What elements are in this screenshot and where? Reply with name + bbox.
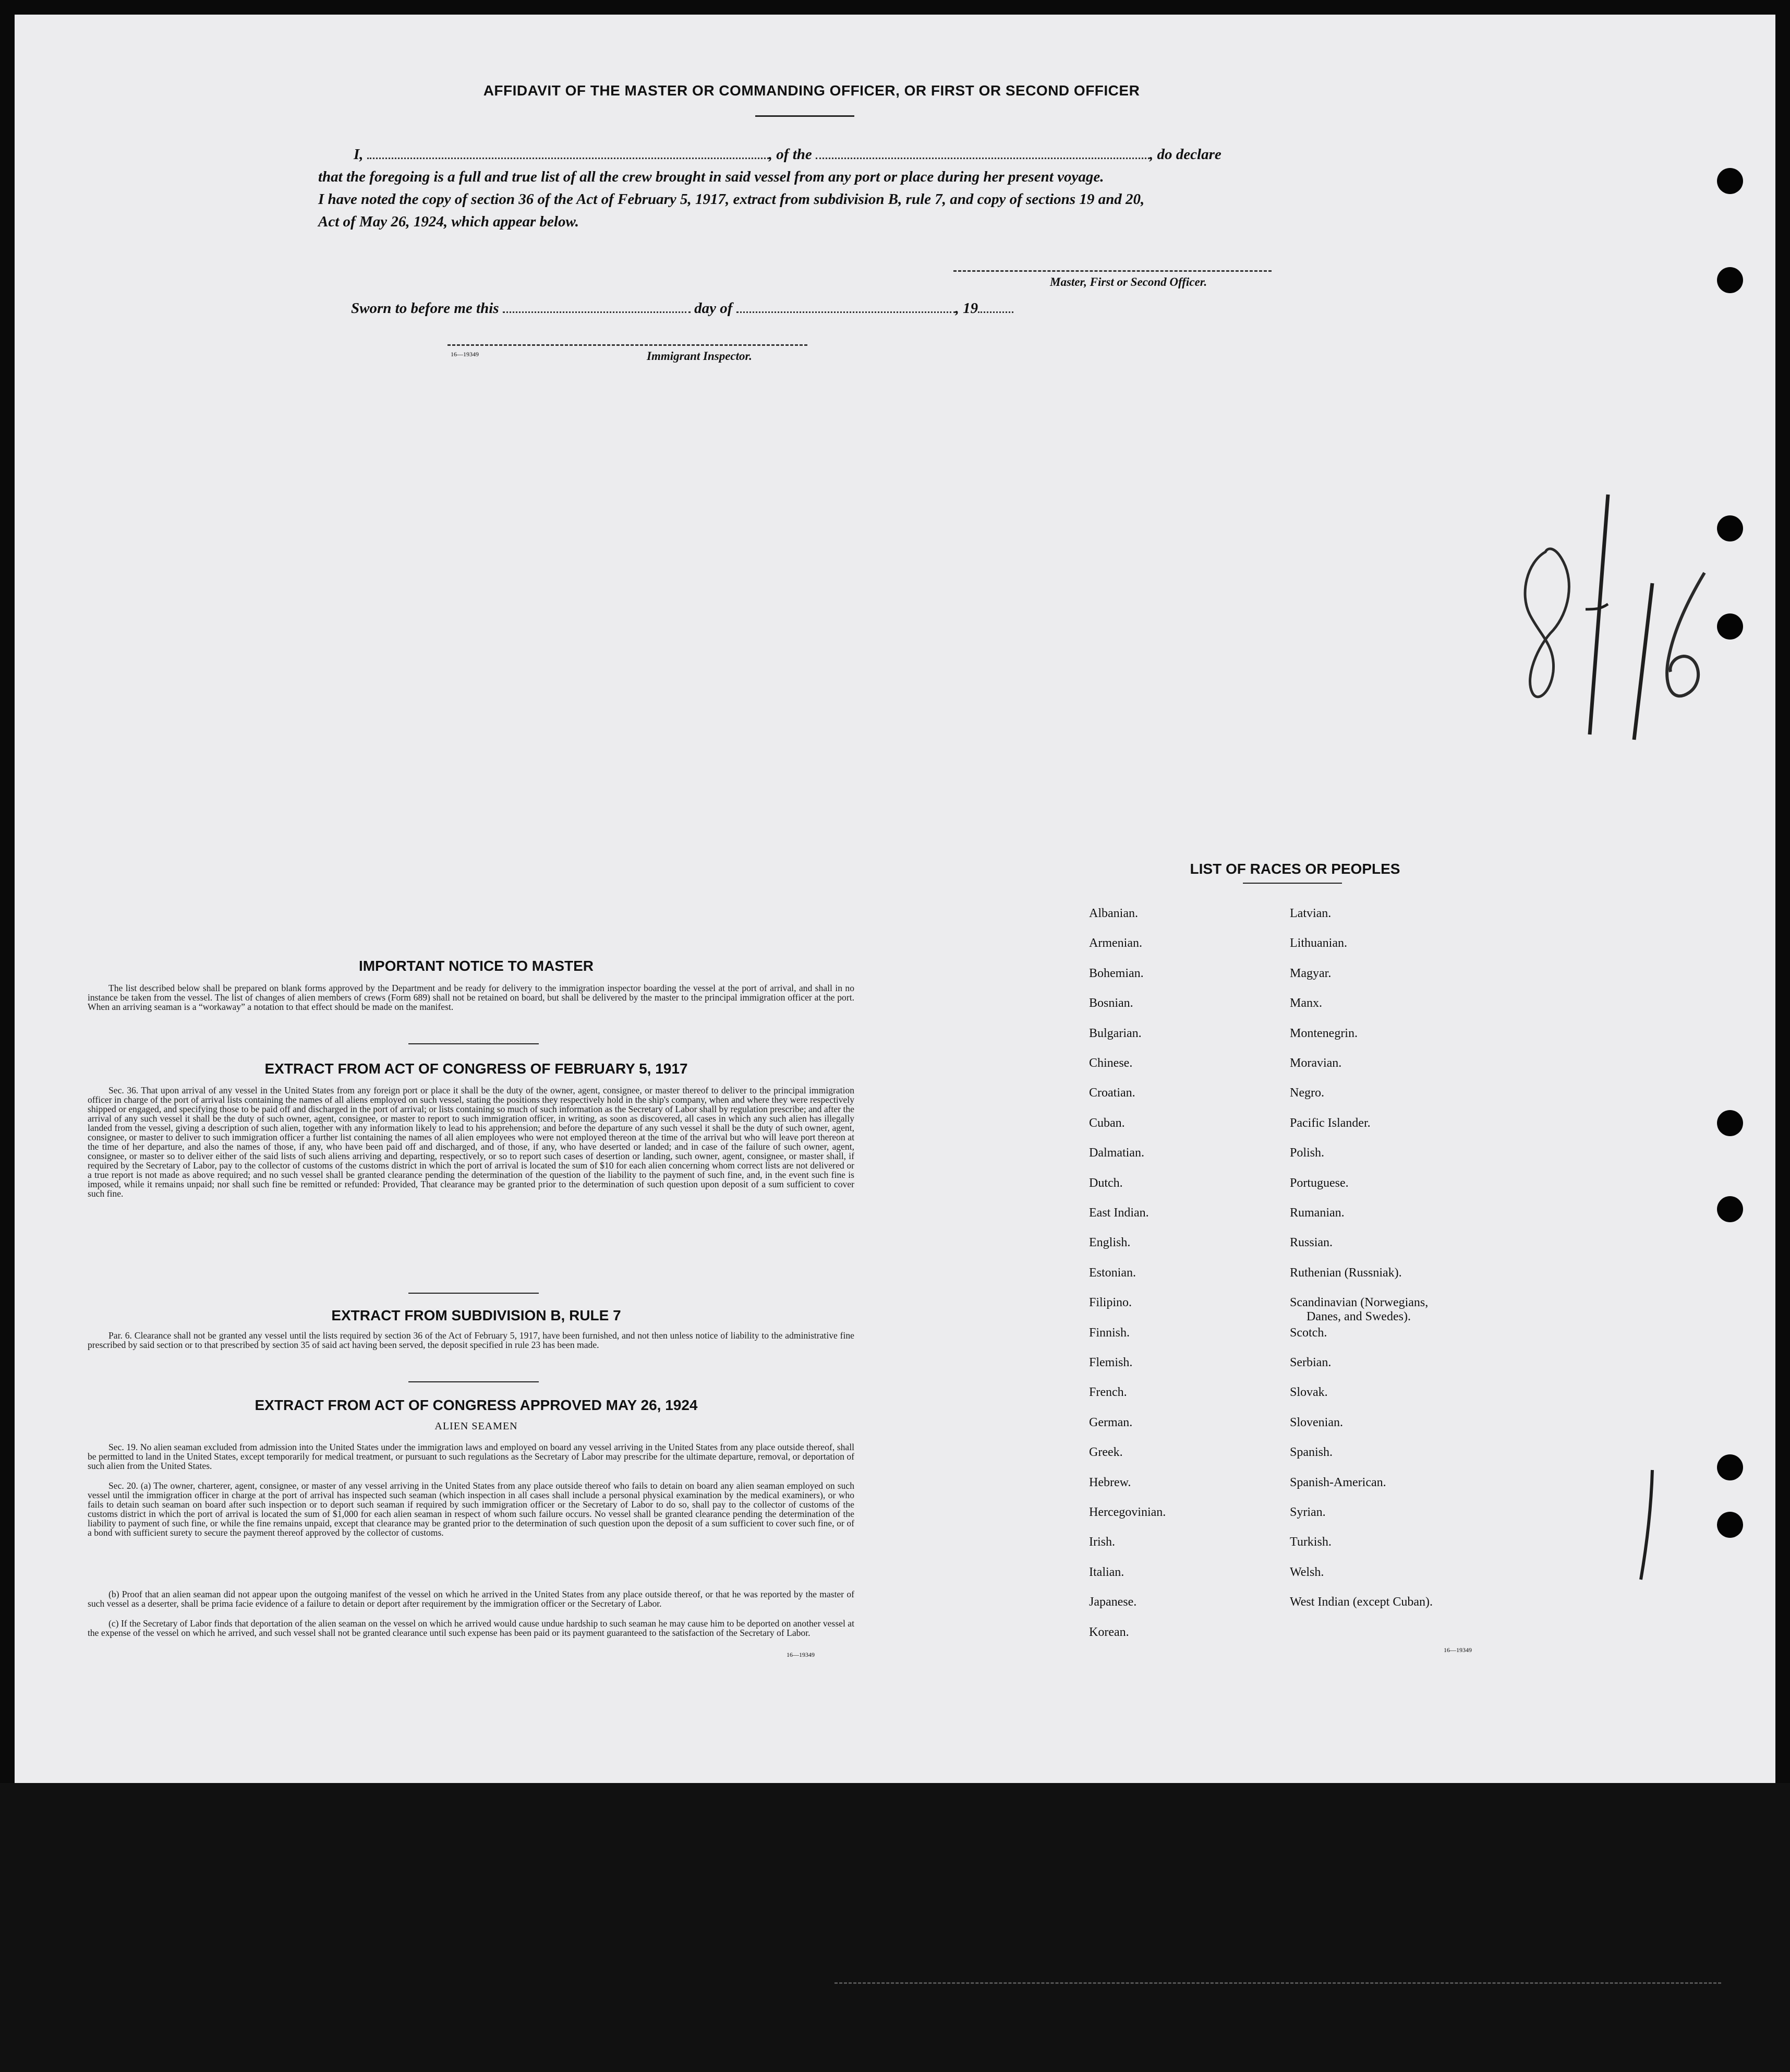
race-item: Lithuanian. (1290, 936, 1347, 950)
race-item: Turkish. (1290, 1535, 1332, 1549)
race-item: Magyar. (1290, 966, 1332, 980)
race-item: Hercegovinian. (1089, 1505, 1166, 1519)
master-signature-line[interactable] (953, 270, 1272, 272)
race-item: Chinese. (1089, 1056, 1133, 1070)
race-item: Pacific Islander. (1290, 1116, 1371, 1130)
declaration-i: I, (354, 146, 364, 163)
races-title: LIST OF RACES OR PEOPLES (1190, 861, 1400, 877)
race-item: Japanese. (1089, 1595, 1137, 1609)
race-item: Croatian. (1089, 1086, 1135, 1100)
handwritten-number (1517, 467, 1736, 766)
race-item: Scandinavian (Norwegians, (1290, 1296, 1429, 1310)
punch-hole (1717, 1110, 1743, 1136)
race-item: Dalmatian. (1089, 1146, 1144, 1160)
handwritten-tally (1631, 1458, 1663, 1585)
extract-1917-text (88, 1086, 854, 1198)
race-item: Montenegrin. (1290, 1026, 1358, 1040)
race-item: Bosnian. (1089, 996, 1133, 1010)
punch-hole (1717, 1512, 1743, 1538)
race-item: Manx. (1290, 996, 1322, 1010)
handwritten-tally-text: 1 (1631, 1458, 1636, 1467)
sec20c-text (88, 1619, 854, 1637)
race-item: Spanish. (1290, 1445, 1333, 1460)
declaration-line-2: that the foregoing is a full and true list of all the crew brought in said vessel from any port or place during her present voyage. (318, 168, 1104, 185)
race-item: English. (1089, 1236, 1131, 1250)
race-item: Slovak. (1290, 1386, 1328, 1400)
race-item: Serbian. (1290, 1356, 1332, 1369)
race-item: Finnish. (1089, 1326, 1130, 1340)
sec20b-text (88, 1589, 854, 1608)
year-text: , 19 (955, 300, 978, 317)
extract-form-number: 16—19349 (787, 1651, 815, 1658)
sec19-text (88, 1442, 854, 1471)
race-item: Portuguese. (1290, 1176, 1349, 1190)
month-blank[interactable] (736, 300, 956, 313)
sec20c-body: (c) If the Secretary of Labor finds that deportation of the alien seaman on the vessel on which he arrived would cause undue hardship to such seaman he may cause him to be deported on another vessel at the expense of the vessel on which he arrived, and such vessel shall not be granted clearance until such expense has been paid or its payment guaranteed to the satisfaction of the Secretary of Labor. (88, 1618, 854, 1638)
race-item: Greek. (1089, 1445, 1123, 1460)
declaration-line-3: I have noted the copy of section 36 of the Act of February 5, 1917, extract from subdivision B, rule 7, and copy of sections 19 and 20, (318, 191, 1145, 208)
scan-border (0, 1783, 1790, 2072)
race-item: Rumanian. (1290, 1206, 1345, 1220)
declaration-line-1 (354, 146, 1221, 163)
race-item: Albanian. (1089, 907, 1138, 920)
punch-hole (1717, 613, 1743, 640)
race-item: Spanish-American. (1290, 1475, 1386, 1489)
vessel-blank[interactable] (816, 146, 1150, 159)
races-divider (1243, 883, 1342, 884)
race-item: Hebrew. (1089, 1475, 1131, 1489)
race-item: Filipino. (1089, 1296, 1132, 1310)
notice-text (88, 983, 854, 1011)
race-item: Dutch. (1089, 1176, 1123, 1190)
affidavit-title: AFFIDAVIT OF THE MASTER OR COMMANDING OFFICER, OR FIRST OR SECOND OFFICER (483, 82, 1140, 99)
race-item: Cuban. (1089, 1116, 1125, 1130)
sec20b-body: (b) Proof that an alien seaman did not appear upon the outgoing manifest of the vessel on which he arrived in the United States from any place outside thereof, or that he was reported by the master of such vessel as a deserter, shall be prima facie evidence of a failure to detain or deport after requirement by the immigration officer or the Secretary of Labor. (88, 1589, 854, 1609)
race-item: Scotch. (1290, 1326, 1327, 1340)
race-item: Latvian. (1290, 907, 1332, 920)
alien-seamen-subtitle: ALIEN SEAMEN (434, 1420, 518, 1432)
race-item: Estonian. (1089, 1266, 1136, 1280)
handwritten-number-text: 846 (1517, 467, 1529, 476)
divider-3 (408, 1381, 539, 1382)
extract-subdivision-title: EXTRACT FROM SUBDIVISION B, RULE 7 (331, 1307, 621, 1323)
notice-body: The list described below shall be prepared on blank forms approved by the Department and be ready for delivery to the immigration inspector boarding the vessel at the port of arrival, and shall in no instance be taken from the vessel. The list of changes of alien members of crews (Form 689) shall not be retained on board, but shall be delivered by the master to the principal immigration officer at the port. When an arriving seaman is a “workaway” a notation to that effect should be made on the manifest. (88, 983, 854, 1012)
race-item: Slovenian. (1290, 1415, 1343, 1429)
affidavit-form-number: 16—19349 (451, 351, 479, 358)
declaration-line-4: Act of May 26, 1924, which appear below. (318, 213, 579, 230)
race-item: West Indian (except Cuban). (1290, 1595, 1433, 1609)
race-item: French. (1089, 1386, 1127, 1400)
sec20a-body: Sec. 20. (a) The owner, charterer, agent, consignee, or master of any vessel arriving in the United States from any place outside thereof who fails to detain on board any alien seaman employed on such vessel until the immigration officer in charge at the port of arrival has inspected such seaman (which inspection in all cases shall include a personal physical examination by the medical examiners), or who fails to detain such seaman on board after such inspection or to deport such seaman if required by such immigration officer or the Secretary of Labor to do so, shall pay to the collector of customs of the customs district in which the port of arrival is located the sum of $1,000 for each alien seaman in respect of whom such failure occurs. No vessel shall be granted clearance pending the determination of the liability to payment of such fine, or while the fine remains unpaid, except that clearance may be granted prior to the determination of such question upon the deposit of a sum sufficient to cover such fine, or of a bond with sufficient surety to secure the payment thereof approved by the collector of customs. (88, 1480, 854, 1538)
document-page (15, 15, 1775, 1783)
race-item: Negro. (1290, 1086, 1324, 1100)
sworn-text: Sworn to before me this (351, 300, 499, 317)
name-blank[interactable] (367, 146, 769, 159)
race-item: Irish. (1089, 1535, 1115, 1549)
year-blank[interactable] (978, 300, 1013, 313)
sec19-body: Sec. 19. No alien seaman excluded from admission into the United States under the immigration laws and employed on board any vessel arriving in the United States from any place outside thereof, shall be permitted to land in the United States, except temporarily for medical treatment, or pursuant to such regulations as the Secretary of Labor may prescribe for the ultimate departure, removal, or deportation of such alien from the United States. (88, 1442, 854, 1471)
extract-1924-title: EXTRACT FROM ACT OF CONGRESS APPROVED MAY 26, 1924 (255, 1397, 698, 1413)
race-item: Korean. (1089, 1625, 1129, 1639)
inspector-signature-line[interactable] (447, 344, 807, 346)
divider-1 (408, 1043, 539, 1044)
race-item: Armenian. (1089, 936, 1142, 950)
race-item: Polish. (1290, 1146, 1325, 1160)
title-divider (755, 115, 854, 117)
punch-hole (1717, 168, 1743, 194)
race-item: German. (1089, 1415, 1133, 1429)
race-item: Bulgarian. (1089, 1026, 1142, 1040)
divider-2 (408, 1293, 539, 1294)
race-item: Moravian. (1290, 1056, 1342, 1070)
race-item: Syrian. (1290, 1505, 1326, 1519)
inspector-label: Immigrant Inspector. (647, 350, 752, 363)
race-item: Bohemian. (1089, 966, 1144, 980)
extract-1917-title: EXTRACT FROM ACT OF CONGRESS OF FEBRUARY 5, 1917 (264, 1061, 688, 1077)
race-item: Italian. (1089, 1565, 1124, 1579)
punch-hole (1717, 1454, 1743, 1480)
race-item: Welsh. (1290, 1565, 1324, 1579)
race-item: Russian. (1290, 1236, 1333, 1250)
race-item: Ruthenian (Russniak). (1290, 1266, 1402, 1280)
declaration-declare: , do declare (1150, 146, 1221, 163)
race-item: Flemish. (1089, 1356, 1133, 1369)
punch-hole (1717, 267, 1743, 293)
race-item: East Indian. (1089, 1206, 1149, 1220)
sec20a-text (88, 1481, 854, 1537)
scan-border-mark (834, 1982, 1721, 1987)
declaration-of-the: , of the (768, 146, 812, 163)
extract-subdivision-body: Par. 6. Clearance shall not be granted any vessel until the lists required by section 36 of the Act of February 5, 1917, have been furnished, and not then unless notice of liability to the administrative fine prescribed by said section or to that prescribed by section 35 of said act having been served, the deposit specified in rule 23 has been made. (88, 1330, 854, 1350)
sworn-line (351, 300, 1013, 317)
day-blank[interactable] (503, 300, 691, 313)
punch-hole (1717, 515, 1743, 541)
notice-title: IMPORTANT NOTICE TO MASTER (358, 958, 594, 974)
race-item: Danes, and Swedes). (1307, 1310, 1411, 1324)
master-label: Master, First or Second Officer. (1050, 275, 1207, 288)
races-form-number: 16—19349 (1444, 1646, 1472, 1654)
extract-1917-body: Sec. 36. That upon arrival of any vessel in the United States from any foreign port or place it shall be the duty of the owner, agent, consignee, or master thereof to deliver to the principal immigration officer in charge of the port of arrival lists containing the names of all aliens employed on such vessel, stating the positions they respectively hold in the ship's company, when and where they were respectively shipped or engaged, and specifying those to be paid off and discharged in the port of arrival; or lists containing so much of such information as the Secretary of Labor shall by regulation prescribe; and after the arrival of any such vessel it shall be the duty of such owner, agent, consignee, or master to report to such immigration officer, in writing, as soon as discovered, all cases in which any such alien has illegally landed from the vessel, giving a description of such alien, together with any information likely to lead to his apprehension; and before the departure of any such vessel it shall be the duty of such owner, agent, consignee, or master to deliver to such immigration officer a further list containing the names of all alien employees who were not employed thereon at the time of the arrival but who will leave port thereon at the time of her departure, and also the names of those, if any, who have been paid off and discharged, and of those, if any, who have deserted or landed; and in case of the failure of such owner, agent, consignee, or master so to deliver either of the said lists of such aliens arriving and departing, respectively, or so to report such cases of desertion or landing, such owner, agent, consignee, or master shall, if required by the Secretary of Labor, pay to the collector of customs of the customs district in which the port of arrival is located the sum of $10 for each alien concerning whom correct lists are not delivered or a true report is not made as above required; and no such vessel shall be granted clearance pending the determination of the question of the liability to the payment of such fine, and, in the event such fine is imposed, while it remains unpaid; nor shall such fine be remitted or refunded: Provided, That clearance may be granted prior to the determination of such question upon deposit of a sum sufficient to cover such fine. (88, 1085, 854, 1199)
extract-subdivision-text (88, 1331, 854, 1350)
punch-hole (1717, 1196, 1743, 1222)
day-of-text: day of (694, 300, 733, 317)
